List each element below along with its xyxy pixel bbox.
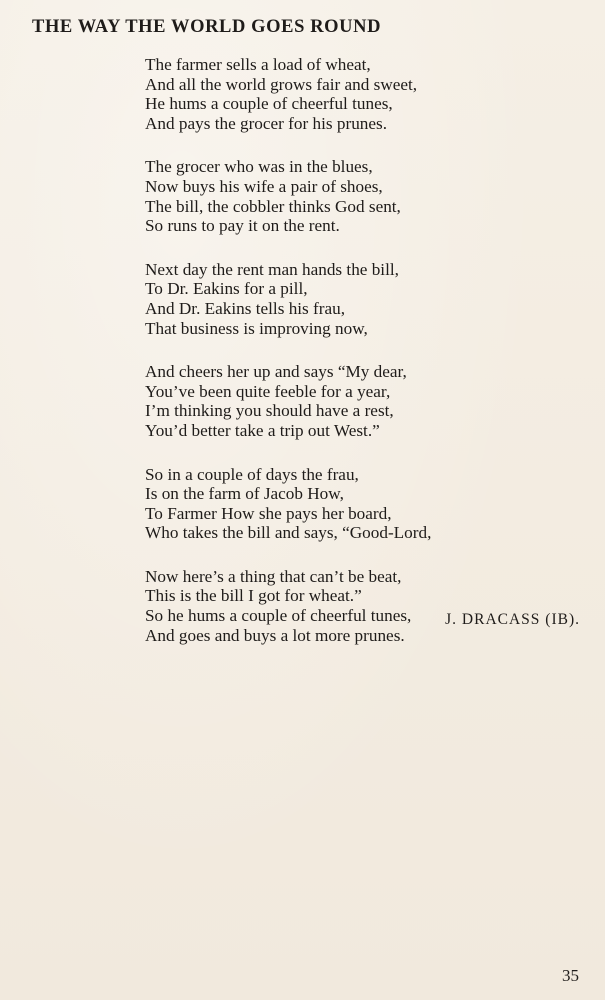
poem-line: Is on the farm of Jacob How, bbox=[145, 484, 344, 504]
poem-line: The grocer who was in the blues, bbox=[145, 157, 373, 177]
poem-line: Now buys his wife a pair of shoes, bbox=[145, 176, 383, 196]
poem-line: Next day the rent man hands the bill, bbox=[145, 259, 399, 279]
stanza bbox=[145, 55, 585, 133]
poem-line: I’m thinking you should have a rest, bbox=[145, 401, 394, 421]
poem-line: Now here’s a thing that can’t be beat, bbox=[145, 566, 402, 586]
poem-line: That business is improving now, bbox=[145, 318, 368, 338]
poem-line: So he hums a couple of cheerful tunes, bbox=[145, 606, 412, 626]
poem-title: THE WAY THE WORLD GOES ROUND bbox=[32, 17, 382, 37]
poem-line: The bill, the cobbler thinks God sent, bbox=[145, 196, 401, 216]
poem-line: You’d better take a trip out West.” bbox=[145, 420, 380, 440]
poem-line: And cheers her up and says “My dear, bbox=[145, 362, 407, 382]
page-number: 35 bbox=[562, 966, 579, 985]
stanza bbox=[145, 465, 585, 543]
poem-line: Who takes the bill and says, “Good-Lord, bbox=[145, 523, 432, 543]
poem-line: To Farmer How she pays her board, bbox=[145, 503, 392, 523]
poem-line: And pays the grocer for his prunes. bbox=[145, 113, 387, 133]
stanza bbox=[145, 362, 585, 440]
poem-line: You’ve been quite feeble for a year, bbox=[145, 381, 391, 401]
poem-line: And Dr. Eakins tells his frau, bbox=[145, 298, 346, 318]
poem-line: So in a couple of days the frau, bbox=[145, 464, 359, 484]
poem-line: He hums a couple of cheerful tunes, bbox=[145, 94, 393, 114]
poem-body bbox=[145, 55, 585, 669]
poem-line: And goes and buys a lot more prunes. bbox=[145, 625, 405, 645]
poem-line: To Dr. Eakins for a pill, bbox=[145, 279, 308, 299]
author-attribution: J. DRACASS (IB). bbox=[445, 611, 580, 628]
stanza bbox=[145, 567, 585, 645]
poem-line: This is the bill I got for wheat.” bbox=[145, 586, 362, 606]
poem-line: And all the world grows fair and sweet, bbox=[145, 74, 418, 94]
poem-line: So runs to pay it on the rent. bbox=[145, 216, 340, 236]
stanza bbox=[145, 157, 585, 235]
poem-line: The farmer sells a load of wheat, bbox=[145, 55, 371, 74]
stanza bbox=[145, 260, 585, 338]
